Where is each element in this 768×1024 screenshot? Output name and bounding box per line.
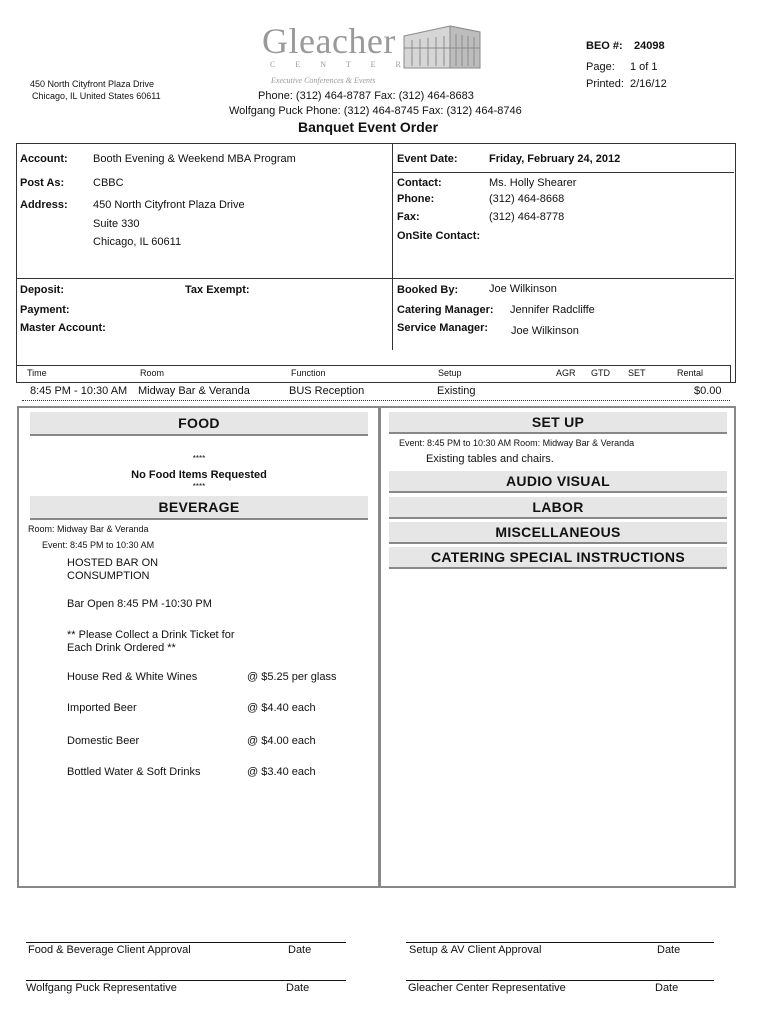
onsite-contact-label: OnSite Contact: — [397, 230, 481, 242]
fax-label: Fax: — [397, 211, 420, 223]
service-manager-label: Service Manager: — [397, 322, 489, 334]
venue-address-line1: 450 North Cityfront Plaza Drive — [30, 79, 155, 89]
tax-exempt-label: Tax Exempt: — [185, 284, 250, 296]
beverage-header: BEVERAGE — [30, 496, 368, 520]
beverage-item-price: @ $3.40 each — [247, 766, 316, 778]
audio-visual-header: AUDIO VISUAL — [389, 471, 727, 493]
building-logo-icon — [400, 22, 482, 72]
address-label: Address: — [20, 199, 68, 211]
wp-rep-label: Wolfgang Puck Representative — [26, 982, 177, 994]
col-setup: Setup — [438, 368, 462, 378]
page-label: Page: — [586, 61, 615, 73]
row-function: BUS Reception — [289, 385, 365, 397]
payment-label: Payment: — [20, 304, 70, 316]
gc-rep-date: Date — [655, 982, 679, 994]
master-account-label: Master Account: — [20, 322, 106, 334]
food-header: FOOD — [30, 412, 368, 436]
logo-tagline: Executive Conferences & Events — [271, 76, 376, 85]
logo-sub: C E N T E R — [270, 60, 410, 69]
address-line3: Chicago, IL 60611 — [93, 236, 182, 248]
beverage-item-price: @ $5.25 per glass — [247, 671, 337, 683]
row-room: Midway Bar & Veranda — [138, 385, 250, 397]
postas-value: CBBC — [93, 177, 124, 189]
event-date-underline — [393, 172, 734, 173]
account-value: Booth Evening & Weekend MBA Program — [93, 153, 296, 165]
account-label: Account: — [20, 153, 68, 165]
wp-rep-line — [26, 980, 346, 981]
setup-event-line: Event: 8:45 PM to 10:30 AM Room: Midway Bar & Veranda — [399, 438, 635, 448]
logo-name: Gleacher — [262, 21, 396, 61]
printed-value: 2/16/12 — [630, 78, 667, 90]
venue-address-line2: Chicago, IL United States 60611 — [32, 91, 161, 101]
bar-open-text: Bar Open 8:45 PM -10:30 PM — [67, 598, 212, 610]
event-date-label: Event Date: — [397, 153, 458, 165]
beverage-item-name: Domestic Beer — [67, 735, 140, 747]
beverage-item-name: House Red & White Wines — [67, 671, 198, 683]
beo-number: 24098 — [634, 40, 665, 52]
fb-approval-line — [26, 942, 346, 943]
dotted-separator — [22, 400, 730, 401]
wp-phone-line: Wolfgang Puck Phone: (312) 464-8745 Fax: (312) 464-8746 — [229, 105, 522, 117]
account-section-divider — [17, 278, 734, 279]
labor-header: LABOR — [389, 497, 727, 519]
setup-approval-label: Setup & AV Client Approval — [409, 944, 542, 956]
food-stars-top: **** — [192, 454, 206, 463]
food-stars-bottom: **** — [192, 482, 206, 491]
booked-by-label: Booked By: — [397, 284, 459, 296]
col-rental: Rental — [677, 368, 704, 378]
beo-label: BEO #: — [586, 40, 623, 52]
phone-value: (312) 464-8668 — [489, 193, 565, 205]
fax-value: (312) 464-8778 — [489, 211, 565, 223]
phone-line: Phone: (312) 464-8787 Fax: (312) 464-8683 — [258, 90, 474, 102]
col-gtd: GTD — [591, 368, 610, 378]
ticket-note-line1: ** Please Collect a Drink Ticket for — [67, 629, 235, 641]
setup-approval-line — [406, 942, 714, 943]
col-time: Time — [27, 368, 47, 378]
account-box — [16, 143, 736, 383]
col-room: Room — [140, 368, 165, 378]
contact-value: Ms. Holly Shearer — [489, 177, 577, 189]
row-time: 8:45 PM - 10:30 AM — [30, 385, 128, 397]
address-line2: Suite 330 — [93, 218, 140, 230]
details-divider — [378, 406, 381, 888]
phone-label: Phone: — [397, 193, 435, 205]
gc-rep-label: Gleacher Center Representative — [408, 982, 566, 994]
col-agr: AGR — [556, 368, 576, 378]
booked-by-value: Joe Wilkinson — [489, 283, 557, 295]
page-value: 1 of 1 — [630, 61, 658, 73]
hosted-bar-line2: CONSUMPTION — [67, 570, 150, 582]
fb-approval-date: Date — [288, 944, 312, 956]
col-function: Function — [291, 368, 326, 378]
document-title: Banquet Event Order — [298, 119, 439, 135]
catering-instructions-header: CATERING SPECIAL INSTRUCTIONS — [389, 547, 727, 569]
row-rental: $0.00 — [694, 385, 722, 397]
printed-label: Printed: — [586, 78, 624, 90]
col-set: SET — [628, 368, 646, 378]
beverage-item-name: Imported Beer — [67, 702, 137, 714]
beverage-item-price: @ $4.00 each — [247, 735, 316, 747]
postas-label: Post As: — [20, 177, 65, 189]
beverage-item-name: Bottled Water & Soft Drinks — [67, 766, 201, 778]
gc-rep-line — [406, 980, 714, 981]
beverage-event-line: Event: 8:45 PM to 10:30 AM — [42, 540, 155, 550]
wp-rep-date: Date — [286, 982, 310, 994]
contact-label: Contact: — [397, 177, 442, 189]
row-setup: Existing — [437, 385, 476, 397]
deposit-label: Deposit: — [20, 284, 64, 296]
account-divider — [392, 144, 393, 350]
ticket-note-line2: Each Drink Ordered ** — [67, 642, 176, 654]
event-date-value: Friday, February 24, 2012 — [489, 153, 621, 165]
catering-manager-label: Catering Manager: — [397, 304, 494, 316]
miscellaneous-header: MISCELLANEOUS — [389, 522, 727, 544]
address-line1: 450 North Cityfront Plaza Drive — [93, 199, 245, 211]
hosted-bar-line1: HOSTED BAR ON — [67, 557, 159, 569]
catering-manager-value: Jennifer Radcliffe — [510, 304, 595, 316]
beverage-room-line: Room: Midway Bar & Veranda — [28, 524, 149, 534]
schedule-header-box — [16, 365, 731, 383]
fb-approval-label: Food & Beverage Client Approval — [28, 944, 191, 956]
service-manager-value: Joe Wilkinson — [511, 325, 579, 337]
setup-detail: Existing tables and chairs. — [426, 453, 554, 465]
setup-header: SET UP — [389, 412, 727, 434]
no-food-text: No Food Items Requested — [131, 469, 267, 481]
beverage-item-price: @ $4.40 each — [247, 702, 316, 714]
setup-approval-date: Date — [657, 944, 681, 956]
